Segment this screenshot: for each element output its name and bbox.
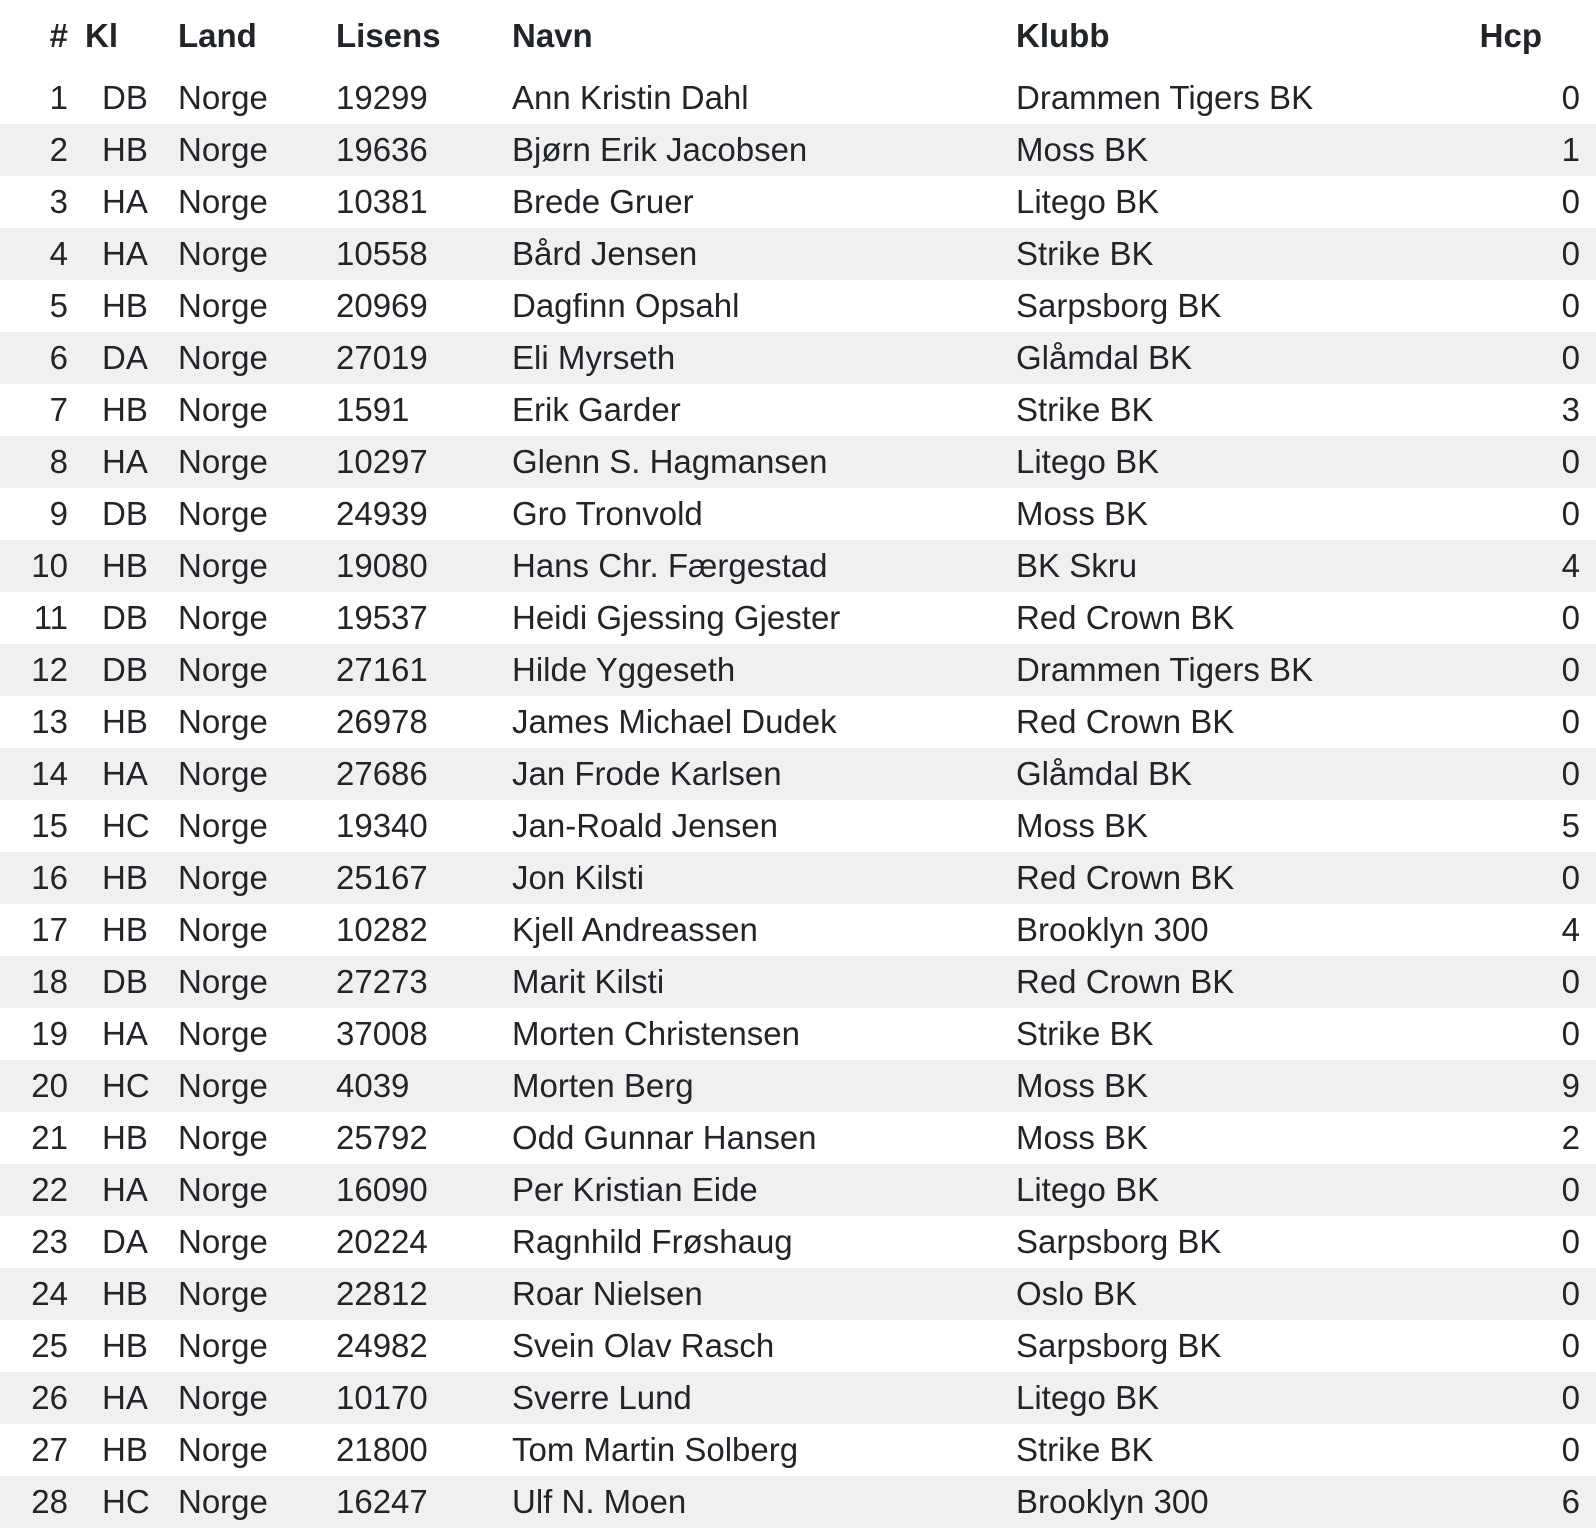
cell-name: Marit Kilsti	[512, 956, 1016, 1008]
cell-class: DB	[102, 79, 148, 116]
cell-name: Ragnhild Frøshaug	[512, 1223, 793, 1260]
column-header-name[interactable]: Navn	[512, 17, 593, 54]
cell-handicap: 0	[1561, 1327, 1580, 1364]
cell-name: Hilde Yggeseth	[512, 644, 1016, 696]
cell-number: 18	[0, 956, 72, 1008]
cell-handicap: 0	[1475, 644, 1596, 696]
cell-club: Moss BK	[1016, 124, 1475, 176]
cell-class: HB	[102, 287, 148, 324]
cell-club: Litego BK	[1016, 183, 1160, 220]
table-row[interactable]	[0, 696, 1596, 748]
cell-handicap: 0	[1475, 1164, 1596, 1216]
cell-license: 21800	[336, 1431, 428, 1468]
cell-country: Norge	[178, 124, 336, 176]
cell-number: 19	[31, 1015, 68, 1052]
cell-license: 10297	[336, 436, 512, 488]
cell-country: Norge	[178, 956, 336, 1008]
cell-license: 10558	[336, 228, 512, 280]
cell-handicap: 0	[1561, 79, 1580, 116]
cell-club: Moss BK	[1016, 1060, 1475, 1112]
cell-club: Brooklyn 300	[1016, 911, 1209, 948]
table-row[interactable]	[0, 280, 1596, 332]
cell-handicap: 4	[1475, 540, 1596, 592]
cell-class: HB	[102, 1119, 148, 1156]
cell-number: 7	[49, 391, 68, 428]
table-row[interactable]	[0, 852, 1596, 904]
cell-license: 19636	[336, 124, 512, 176]
cell-club: Strike BK	[1016, 228, 1475, 280]
cell-number: 6	[0, 332, 72, 384]
cell-class: DA	[102, 1223, 148, 1260]
cell-name: Jon Kilsti	[512, 852, 1016, 904]
table-body	[0, 72, 1596, 1528]
cell-club: Drammen Tigers BK	[1016, 644, 1475, 696]
cell-handicap: 0	[1561, 1223, 1580, 1260]
cell-name: Erik Garder	[512, 391, 681, 428]
cell-number: 23	[31, 1223, 68, 1260]
cell-club: Drammen Tigers BK	[1016, 79, 1314, 116]
table-row[interactable]	[0, 1060, 1596, 1112]
table-row[interactable]	[0, 72, 1596, 124]
cell-number: 11	[33, 599, 68, 636]
cell-handicap: 9	[1475, 1060, 1596, 1112]
cell-class: HB	[102, 391, 148, 428]
cell-class: HC	[72, 1476, 178, 1528]
cell-license: 10381	[336, 183, 428, 220]
cell-number: 21	[31, 1119, 68, 1156]
cell-club: Litego BK	[1016, 436, 1475, 488]
cell-handicap: 0	[1475, 1268, 1596, 1320]
cell-name: Tom Martin Solberg	[512, 1431, 799, 1468]
table-row[interactable]	[0, 644, 1596, 696]
cell-country: Norge	[178, 228, 336, 280]
cell-club: Red Crown BK	[1016, 599, 1235, 636]
cell-license: 37008	[336, 1015, 428, 1052]
cell-club: Sarpsborg BK	[1016, 1223, 1222, 1260]
cell-name: Roar Nielsen	[512, 1268, 1016, 1320]
cell-class: HC	[102, 807, 150, 844]
cell-handicap: 4	[1561, 911, 1580, 948]
table-header	[0, 0, 1596, 72]
cell-class: HB	[102, 911, 148, 948]
cell-class: HB	[72, 1268, 178, 1320]
cell-class: HB	[102, 1327, 148, 1364]
cell-country: Norge	[178, 1372, 336, 1424]
table-row[interactable]	[0, 332, 1596, 384]
cell-license: 19299	[336, 79, 428, 116]
cell-license: 19537	[336, 599, 428, 636]
cell-number: 10	[0, 540, 72, 592]
cell-license: 25792	[336, 1119, 428, 1156]
cell-handicap: 0	[1561, 1015, 1580, 1052]
cell-number: 26	[0, 1372, 72, 1424]
cell-country: Norge	[178, 1431, 268, 1468]
cell-license: 27019	[336, 332, 512, 384]
table-row[interactable]	[0, 176, 1596, 228]
cell-country: Norge	[178, 1015, 268, 1052]
table-row[interactable]	[0, 1216, 1596, 1268]
cell-number: 16	[0, 852, 72, 904]
cell-number: 28	[0, 1476, 72, 1528]
cell-license: 20969	[336, 287, 428, 324]
cell-number: 4	[0, 228, 72, 280]
cell-handicap: 0	[1475, 228, 1596, 280]
cell-license: 24982	[336, 1327, 428, 1364]
cell-country: Norge	[178, 703, 268, 740]
cell-club: Brooklyn 300	[1016, 1476, 1475, 1528]
cell-class: HB	[72, 852, 178, 904]
cell-name: Jan-Roald Jensen	[512, 807, 778, 844]
cell-handicap: 0	[1561, 1431, 1580, 1468]
cell-number: 3	[49, 183, 68, 220]
cell-class: HB	[102, 703, 148, 740]
cell-license: 10170	[336, 1372, 512, 1424]
table-row[interactable]	[0, 488, 1596, 540]
cell-number: 9	[49, 495, 68, 532]
cell-name: Glenn S. Hagmansen	[512, 436, 1016, 488]
cell-license: 24939	[336, 495, 428, 532]
cell-club: Strike BK	[1016, 1431, 1154, 1468]
table-row[interactable]	[0, 228, 1596, 280]
cell-number: 27	[31, 1431, 68, 1468]
cell-country: Norge	[178, 287, 268, 324]
cell-number: 13	[31, 703, 68, 740]
table-row[interactable]	[0, 1008, 1596, 1060]
cell-license: 22812	[336, 1268, 512, 1320]
cell-club: Glåmdal BK	[1016, 748, 1475, 800]
cell-number: 25	[31, 1327, 68, 1364]
cell-name: Eli Myrseth	[512, 332, 1016, 384]
cell-handicap: 5	[1561, 807, 1580, 844]
column-header-class[interactable]: Kl	[85, 17, 118, 54]
table-row[interactable]	[0, 956, 1596, 1008]
cell-club: Moss BK	[1016, 807, 1149, 844]
cell-class: HA	[72, 1372, 178, 1424]
cell-class: HB	[102, 1431, 148, 1468]
cell-country: Norge	[178, 540, 336, 592]
cell-class: HA	[72, 1164, 178, 1216]
cell-number: 22	[0, 1164, 72, 1216]
cell-class: HA	[72, 748, 178, 800]
cell-handicap: 2	[1561, 1119, 1580, 1156]
cell-club: BK Skru	[1016, 540, 1475, 592]
cell-club: Moss BK	[1016, 495, 1149, 532]
cell-country: Norge	[178, 852, 336, 904]
table-row[interactable]	[0, 540, 1596, 592]
cell-name: Ulf N. Moen	[512, 1476, 1016, 1528]
cell-class: HA	[72, 436, 178, 488]
cell-handicap: 0	[1561, 287, 1580, 324]
table-row[interactable]	[0, 1476, 1596, 1528]
cell-club: Red Crown BK	[1016, 852, 1475, 904]
cell-country: Norge	[178, 1223, 268, 1260]
cell-license: 16247	[336, 1476, 512, 1528]
table-row[interactable]	[0, 748, 1596, 800]
cell-club: Litego BK	[1016, 1372, 1475, 1424]
cell-country: Norge	[178, 1476, 336, 1528]
cell-handicap: 0	[1561, 183, 1580, 220]
cell-license: 10282	[336, 911, 428, 948]
cell-handicap: 0	[1561, 703, 1580, 740]
cell-class: HA	[72, 228, 178, 280]
table-row[interactable]	[0, 1268, 1596, 1320]
table-row[interactable]	[0, 1424, 1596, 1476]
cell-country: Norge	[178, 79, 268, 116]
cell-country: Norge	[178, 391, 268, 428]
cell-number: 2	[0, 124, 72, 176]
cell-club: Strike BK	[1016, 391, 1154, 428]
cell-club: Oslo BK	[1016, 1268, 1475, 1320]
cell-name: Brede Gruer	[512, 183, 694, 220]
cell-country: Norge	[178, 1268, 336, 1320]
cell-country: Norge	[178, 1327, 268, 1364]
cell-class: HA	[102, 183, 148, 220]
table-row[interactable]	[0, 592, 1596, 644]
cell-number: 12	[0, 644, 72, 696]
header-row	[0, 0, 1596, 72]
cell-license: 1591	[336, 391, 410, 428]
cell-country: Norge	[178, 1119, 268, 1156]
cell-club: Red Crown BK	[1016, 703, 1235, 740]
cell-club: Red Crown BK	[1016, 956, 1475, 1008]
cell-handicap: 0	[1475, 332, 1596, 384]
cell-license: 19080	[336, 540, 512, 592]
cell-country: Norge	[178, 436, 336, 488]
cell-country: Norge	[178, 807, 268, 844]
cell-name: Jan Frode Karlsen	[512, 748, 1016, 800]
cell-country: Norge	[178, 332, 336, 384]
cell-number: 17	[31, 911, 68, 948]
cell-name: James Michael Dudek	[512, 703, 837, 740]
table-row[interactable]	[0, 1112, 1596, 1164]
cell-name: Morten Christensen	[512, 1015, 800, 1052]
cell-name: Kjell Andreassen	[512, 911, 758, 948]
column-header-license[interactable]: Lisens	[336, 17, 441, 54]
cell-license: 27686	[336, 748, 512, 800]
cell-name: Morten Berg	[512, 1060, 1016, 1112]
cell-license: 19340	[336, 807, 428, 844]
column-header-country[interactable]: Land	[178, 17, 257, 54]
cell-name: Hans Chr. Færgestad	[512, 540, 1016, 592]
column-header-club[interactable]: Klubb	[1016, 17, 1110, 54]
cell-name: Svein Olav Rasch	[512, 1327, 775, 1364]
cell-number: 14	[0, 748, 72, 800]
cell-club: Strike BK	[1016, 1015, 1154, 1052]
cell-name: Gro Tronvold	[512, 495, 703, 532]
cell-class: DB	[102, 495, 148, 532]
cell-country: Norge	[178, 495, 268, 532]
cell-number: 24	[0, 1268, 72, 1320]
cell-name: Dagfinn Opsahl	[512, 287, 740, 324]
cell-number: 20	[0, 1060, 72, 1112]
cell-handicap: 0	[1475, 956, 1596, 1008]
cell-license: 16090	[336, 1164, 512, 1216]
cell-name: Heidi Gjessing Gjester	[512, 599, 841, 636]
cell-handicap: 0	[1475, 852, 1596, 904]
cell-country: Norge	[178, 599, 268, 636]
table-row[interactable]	[0, 124, 1596, 176]
cell-handicap: 1	[1475, 124, 1596, 176]
cell-handicap: 0	[1475, 748, 1596, 800]
table-row[interactable]	[0, 436, 1596, 488]
cell-license: 27161	[336, 644, 512, 696]
cell-license: 4039	[336, 1060, 512, 1112]
cell-number: 5	[49, 287, 68, 324]
cell-license: 25167	[336, 852, 512, 904]
cell-class: DA	[72, 332, 178, 384]
cell-class: HB	[72, 540, 178, 592]
cell-country: Norge	[178, 644, 336, 696]
cell-club: Glåmdal BK	[1016, 332, 1475, 384]
cell-class: DB	[102, 599, 148, 636]
cell-handicap: 0	[1561, 495, 1580, 532]
table-row[interactable]	[0, 800, 1596, 852]
cell-class: HA	[102, 1015, 148, 1052]
column-header-handicap[interactable]: Hcp	[1479, 17, 1542, 54]
table-row[interactable]	[0, 1164, 1596, 1216]
cell-class: DB	[72, 956, 178, 1008]
cell-country: Norge	[178, 1164, 336, 1216]
cell-class: DB	[72, 644, 178, 696]
cell-number: 15	[31, 807, 68, 844]
cell-handicap: 0	[1561, 599, 1580, 636]
cell-license: 20224	[336, 1223, 428, 1260]
column-header-number[interactable]: #	[49, 17, 68, 54]
cell-club: Moss BK	[1016, 1119, 1149, 1156]
cell-name: Bjørn Erik Jacobsen	[512, 124, 1016, 176]
cell-handicap: 0	[1475, 436, 1596, 488]
cell-club: Sarpsborg BK	[1016, 1327, 1222, 1364]
table-row[interactable]	[0, 384, 1596, 436]
cell-name: Odd Gunnar Hansen	[512, 1119, 817, 1156]
cell-number: 1	[49, 79, 68, 116]
cell-country: Norge	[178, 911, 268, 948]
cell-class: HC	[72, 1060, 178, 1112]
cell-number: 8	[0, 436, 72, 488]
cell-handicap: 6	[1475, 1476, 1596, 1528]
cell-country: Norge	[178, 748, 336, 800]
cell-handicap: 3	[1561, 391, 1580, 428]
cell-name: Sverre Lund	[512, 1372, 1016, 1424]
cell-name: Ann Kristin Dahl	[512, 79, 749, 116]
table-row[interactable]	[0, 1372, 1596, 1424]
cell-country: Norge	[178, 183, 268, 220]
cell-license: 27273	[336, 956, 512, 1008]
cell-country: Norge	[178, 1060, 336, 1112]
cell-club: Sarpsborg BK	[1016, 287, 1222, 324]
cell-class: HB	[72, 124, 178, 176]
cell-club: Litego BK	[1016, 1164, 1475, 1216]
cell-name: Bård Jensen	[512, 228, 1016, 280]
cell-name: Per Kristian Eide	[512, 1164, 1016, 1216]
table-row[interactable]	[0, 1320, 1596, 1372]
table-row[interactable]	[0, 904, 1596, 956]
cell-handicap: 0	[1475, 1372, 1596, 1424]
cell-license: 26978	[336, 703, 428, 740]
